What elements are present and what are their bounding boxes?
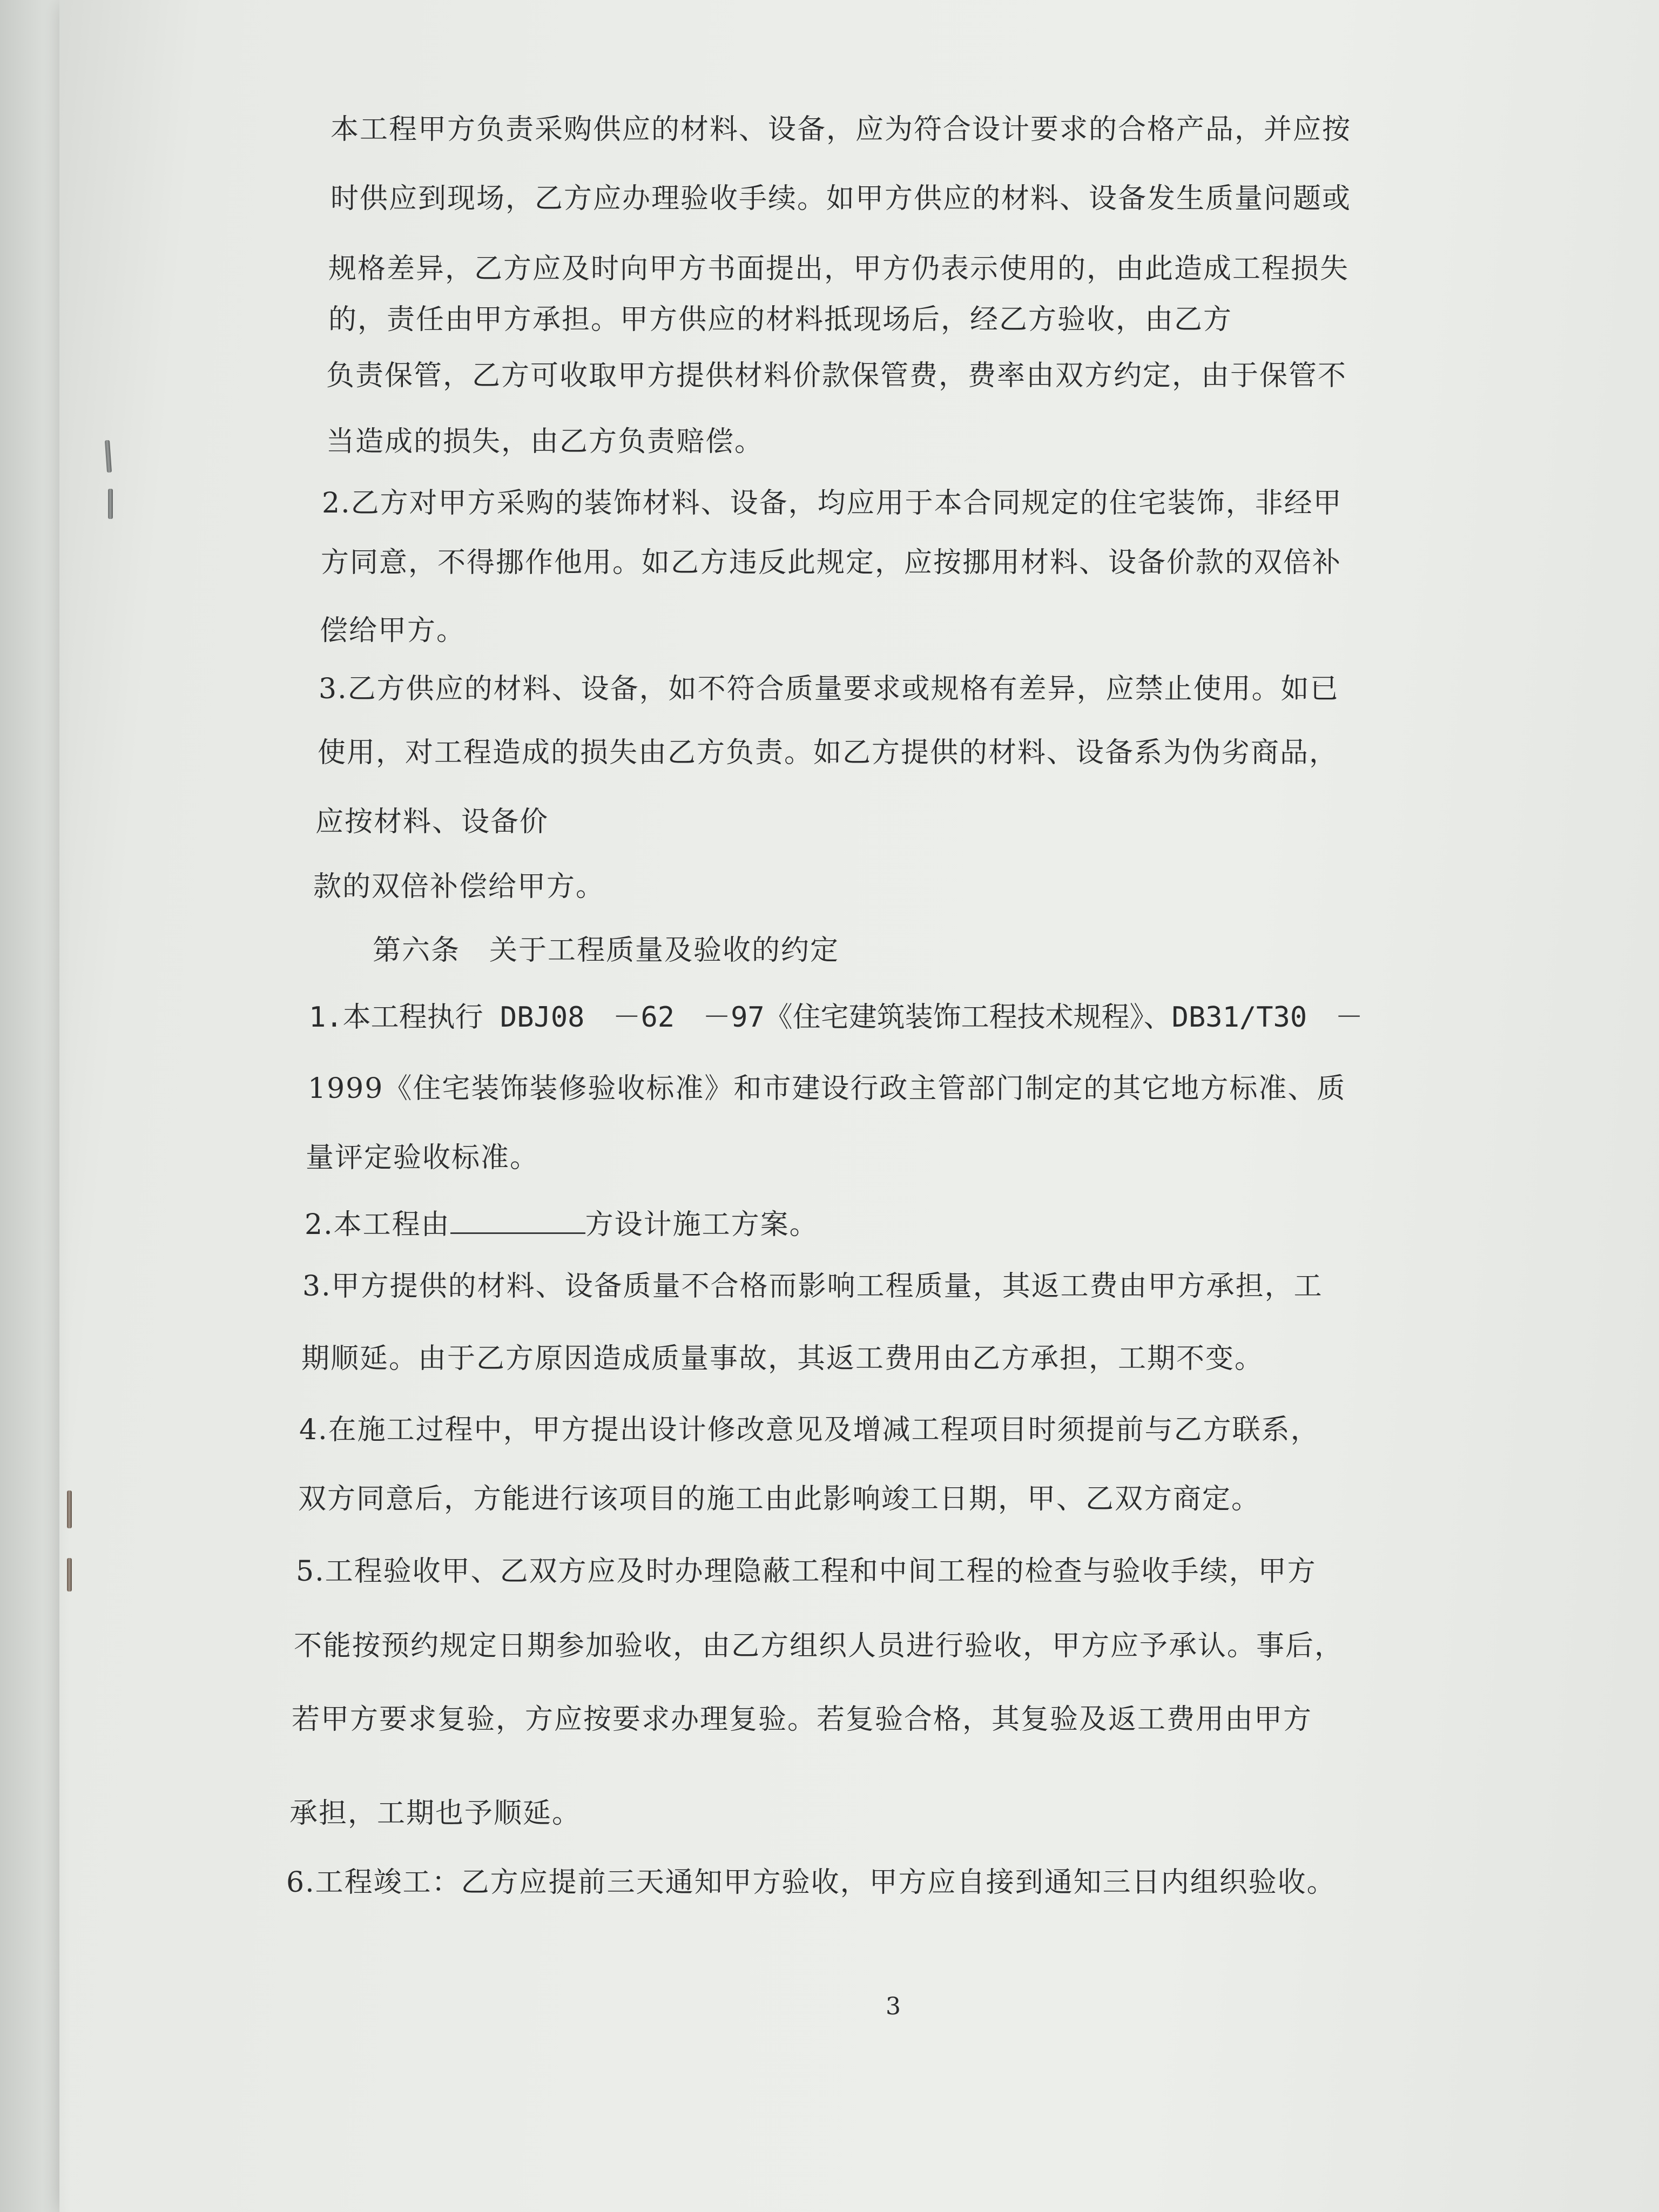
section-heading: 第六条 关于工程质量及验收的约定	[373, 934, 840, 967]
text-line: 若甲方要求复验，方应按要求办理复验。若复验合格，其复验及返工费用由甲方	[292, 1703, 1313, 1736]
text-line: 时供应到现场，乙方应办理验收手续。如甲方供应的材料、设备发生质量问题或	[331, 183, 1352, 215]
text-line: 5.工程验收甲、乙双方应及时办理隐蔽工程和中间工程的检查与验收手续，甲方	[296, 1555, 1317, 1588]
text-line: 款的双倍补偿给甲方。	[313, 871, 605, 903]
text-line: 偿给甲方。	[320, 615, 466, 647]
text-line: 1999《住宅装饰装修验收标准》和市建设行政主管部门制定的其它地方标准、质	[308, 1073, 1346, 1105]
text-line: 承担，工期也予顺延。	[289, 1797, 582, 1830]
text-line: 1.本工程执行 DBJ08 －62 －97《住宅建筑装饰工程技术规程》、DB31/T30 －	[309, 1001, 1364, 1034]
text-line: 的，责任由甲方承担。甲方供应的材料抵现场后，经乙方验收，由乙方	[328, 304, 1233, 336]
clause-2-start: 2.本工程由	[305, 1209, 450, 1241]
text-line: 3.甲方提供的材料、设备质量不合格而影响工程质量，其返工费由甲方承担，工	[302, 1270, 1323, 1303]
text-line: 不能按预约规定日期参加验收，由乙方组织人员进行验收，甲方应予承认。事后，	[294, 1630, 1344, 1662]
page-number: 3	[886, 1993, 901, 2020]
text-line: 本工程甲方负责采购供应的材料、设备，应为符合设计要求的合格产品，并应按	[331, 113, 1352, 146]
text-line	[305, 1208, 819, 1242]
text-line: 6.工程竣工：乙方应提前三天通知甲方验收，甲方应自接到通知三日内组织验收。	[286, 1866, 1336, 1899]
text-line: 使用，对工程造成的损失由乙方负责。如乙方提供的材料、设备系为伪劣商品，	[318, 737, 1339, 769]
text-line: 负责保管，乙方可收取甲方提供材料价款保管费，费率由双方约定，由于保管不	[326, 360, 1347, 392]
clause-2-end: 方设计施工方案。	[585, 1209, 819, 1241]
blank-underline	[450, 1209, 585, 1234]
text-line: 方同意，不得挪作他用。如乙方违反此规定，应按挪用材料、设备价款的双倍补	[321, 547, 1342, 579]
text-line: 2.乙方对甲方采购的装饰材料、设备，均应用于本合同规定的住宅装饰，非经甲	[322, 487, 1343, 520]
text-line: 4.在施工过程中，甲方提出设计修改意见及增减工程项目时须提前与乙方联系，	[299, 1414, 1320, 1446]
text-line: 期顺延。由于乙方原因造成质量事故，其返工费用由乙方承担，工期不变。	[301, 1343, 1264, 1375]
text-line: 规格差异，乙方应及时向甲方书面提出，甲方仍表示使用的，由此造成工程损失	[328, 253, 1350, 285]
text-line: 应按材料、设备价	[315, 806, 549, 838]
text-line: 量评定验收标准。	[306, 1142, 539, 1174]
text-line: 双方同意后，方能进行该项目的施工由此影响竣工日期，甲、乙双方商定。	[298, 1483, 1261, 1515]
text-line: 当造成的损失，由乙方负责赔偿。	[326, 426, 764, 458]
text-line: 3.乙方供应的材料、设备，如不符合质量要求或规格有差异，应禁止使用。如已	[319, 673, 1339, 705]
